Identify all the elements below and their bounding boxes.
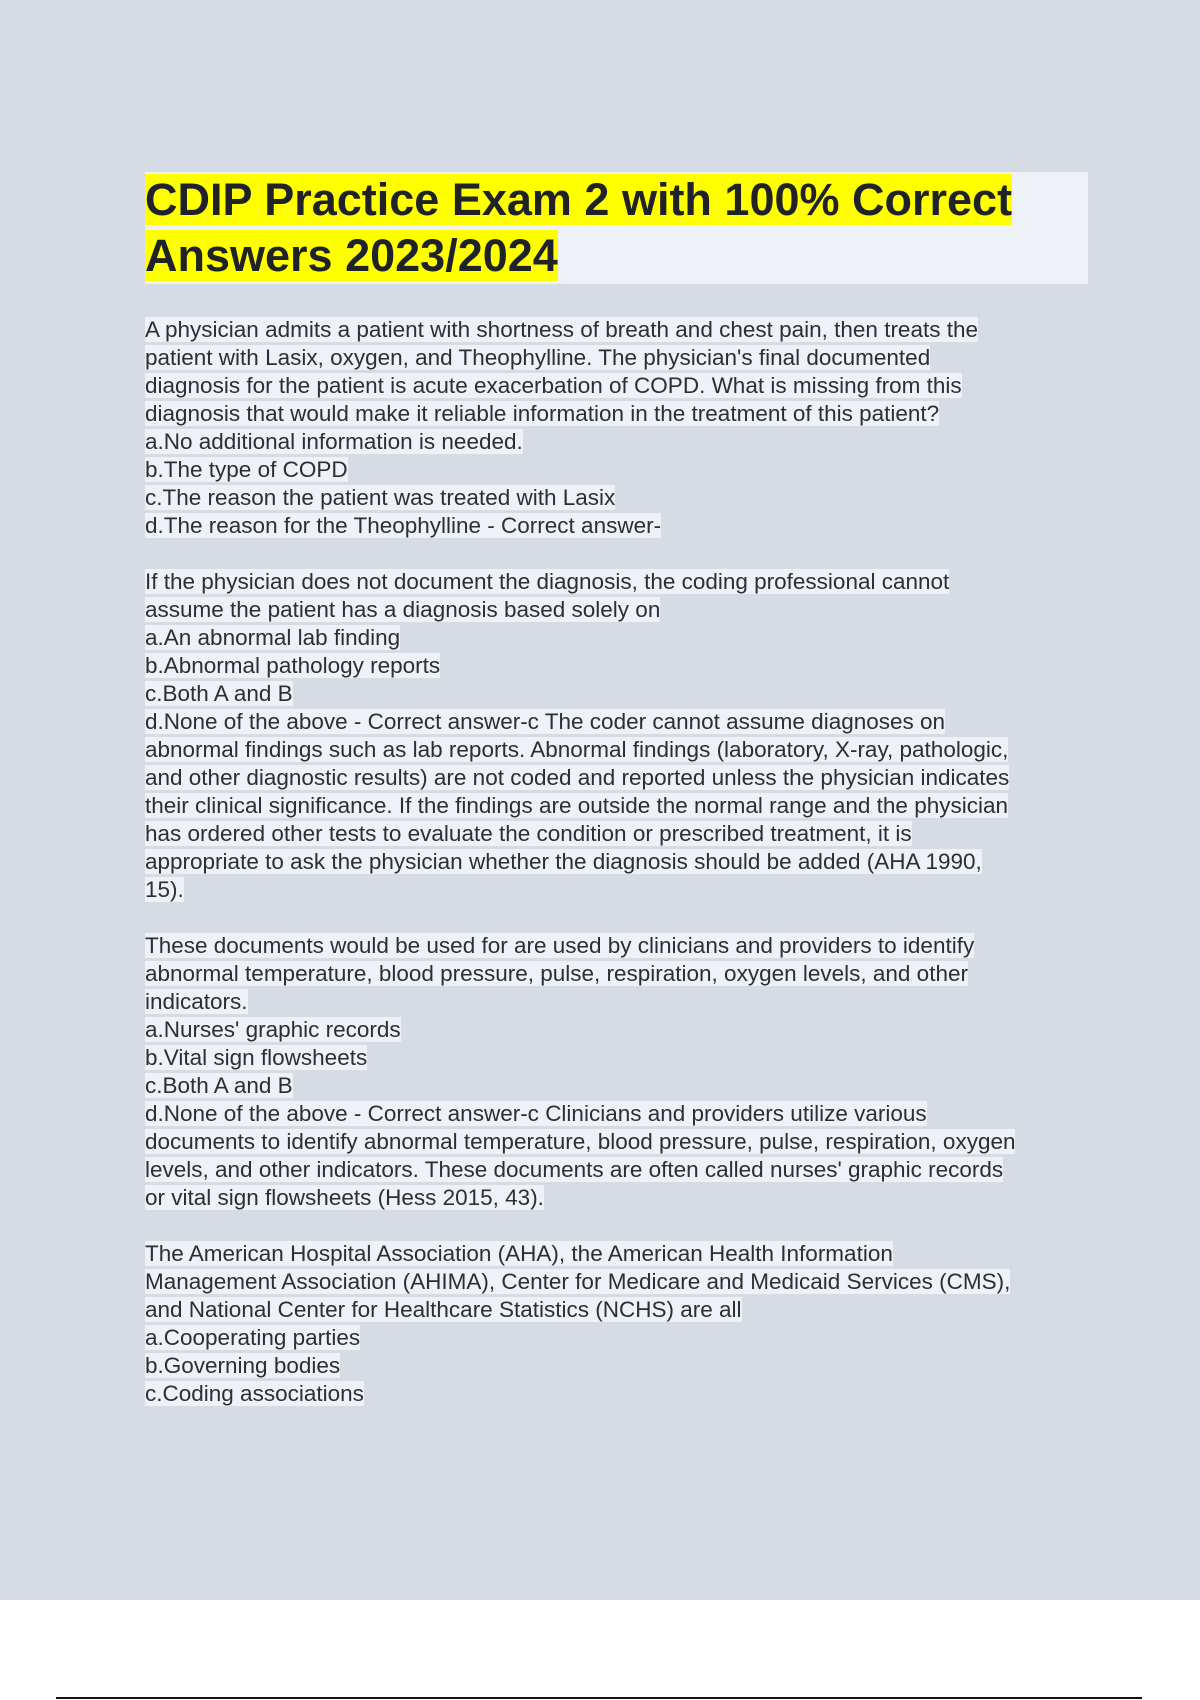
line-text: their clinical significance. If the findings are outside the normal range and the physician	[145, 793, 1008, 818]
line-text: c.The reason the patient was treated with Lasix	[145, 485, 616, 510]
line-text: If the physician does not document the diagnosis, the coding professional cannot	[145, 569, 950, 594]
line-text: These documents would be used for are used by clinicians and providers to identify	[145, 933, 975, 958]
question-text-line	[145, 484, 1090, 512]
question-text-line	[145, 736, 1090, 764]
question-block	[145, 568, 1090, 904]
line-text: b.Governing bodies	[145, 1353, 341, 1378]
question-text-line	[145, 512, 1090, 540]
line-text: and other diagnostic results) are not coded and reported unless the physician indicates	[145, 765, 1010, 790]
question-block	[145, 316, 1090, 540]
line-text: c.Both A and B	[145, 1073, 293, 1098]
question-block	[145, 932, 1090, 1212]
line-text: patient with Lasix, oxygen, and Theophylline. The physician's final documented	[145, 345, 931, 370]
line-text: abnormal temperature, blood pressure, pulse, respiration, oxygen levels, and other	[145, 961, 968, 986]
line-text: or vital sign flowsheets (Hess 2015, 43).	[145, 1185, 544, 1210]
document-content	[145, 172, 1090, 1436]
question-text-line	[145, 1324, 1090, 1352]
question-text-line	[145, 792, 1090, 820]
question-text-line	[145, 680, 1090, 708]
line-text: The American Hospital Association (AHA), the American Health Information	[145, 1241, 893, 1266]
question-text-line	[145, 1352, 1090, 1380]
question-text-line	[145, 960, 1090, 988]
question-text-line	[145, 316, 1090, 344]
line-text: appropriate to ask the physician whether the diagnosis should be added (AHA 1990,	[145, 849, 982, 874]
page-title	[145, 172, 1088, 284]
question-text-line	[145, 1268, 1090, 1296]
question-text-line	[145, 1128, 1090, 1156]
line-text: b.Vital sign flowsheets	[145, 1045, 368, 1070]
question-text-line	[145, 708, 1090, 736]
question-text-line	[145, 652, 1090, 680]
question-text-line	[145, 568, 1090, 596]
line-text: d.None of the above - Correct answer-c Clinicians and providers utilize various	[145, 1101, 927, 1126]
question-block	[145, 1240, 1090, 1408]
title-line-1: CDIP Practice Exam 2 with 100% Correct	[145, 174, 1013, 225]
line-text: assume the patient has a diagnosis based solely on	[145, 597, 661, 622]
title-line-2: Answers 2023/2024	[145, 230, 558, 281]
line-text: Management Association (AHIMA), Center for Medicare and Medicaid Services (CMS),	[145, 1269, 1011, 1294]
line-text: c.Both A and B	[145, 681, 293, 706]
question-text-line	[145, 1296, 1090, 1324]
question-text-line	[145, 1100, 1090, 1128]
line-text: diagnosis for the patient is acute exacerbation of COPD. What is missing from this	[145, 373, 962, 398]
question-text-line	[145, 1380, 1090, 1408]
line-text: a.An abnormal lab finding	[145, 625, 401, 650]
line-text: and National Center for Healthcare Statistics (NCHS) are all	[145, 1297, 742, 1322]
question-text-line	[145, 1156, 1090, 1184]
question-text-line	[145, 624, 1090, 652]
question-text-line	[145, 932, 1090, 960]
line-text: has ordered other tests to evaluate the condition or prescribed treatment, it is	[145, 821, 912, 846]
line-text: b.The type of COPD	[145, 457, 348, 482]
question-text-line	[145, 876, 1090, 904]
question-text-line	[145, 428, 1090, 456]
question-text-line	[145, 344, 1090, 372]
question-list	[145, 316, 1090, 1408]
question-text-line	[145, 1184, 1090, 1212]
line-text: d.The reason for the Theophylline - Correct answer-	[145, 513, 662, 538]
line-text: levels, and other indicators. These documents are often called nurses' graphic records	[145, 1157, 1004, 1182]
line-text: abnormal findings such as lab reports. Abnormal findings (laboratory, X-ray, pathologic,	[145, 737, 1009, 762]
line-text: a.Nurses' graphic records	[145, 1017, 401, 1042]
question-text-line	[145, 1240, 1090, 1268]
line-text: a.No additional information is needed.	[145, 429, 523, 454]
question-text-line	[145, 456, 1090, 484]
question-text-line	[145, 1044, 1090, 1072]
question-text-line	[145, 848, 1090, 876]
question-text-line	[145, 820, 1090, 848]
line-text: d.None of the above - Correct answer-c The coder cannot assume diagnoses on	[145, 709, 946, 734]
line-text: a.Cooperating parties	[145, 1325, 361, 1350]
question-text-line	[145, 1016, 1090, 1044]
line-text: documents to identify abnormal temperature, blood pressure, pulse, respiration, oxygen	[145, 1129, 1016, 1154]
question-text-line	[145, 988, 1090, 1016]
line-text: c.Coding associations	[145, 1381, 364, 1406]
line-text: b.Abnormal pathology reports	[145, 653, 441, 678]
question-text-line	[145, 596, 1090, 624]
line-text: diagnosis that would make it reliable information in the treatment of this patient?	[145, 401, 940, 426]
question-text-line	[145, 1072, 1090, 1100]
line-text: 15).	[145, 877, 184, 902]
footer-divider	[56, 1697, 1142, 1699]
question-text-line	[145, 400, 1090, 428]
question-text-line	[145, 764, 1090, 792]
line-text: indicators.	[145, 989, 248, 1014]
line-text: A physician admits a patient with shortness of breath and chest pain, then treats the	[145, 317, 978, 342]
question-text-line	[145, 372, 1090, 400]
